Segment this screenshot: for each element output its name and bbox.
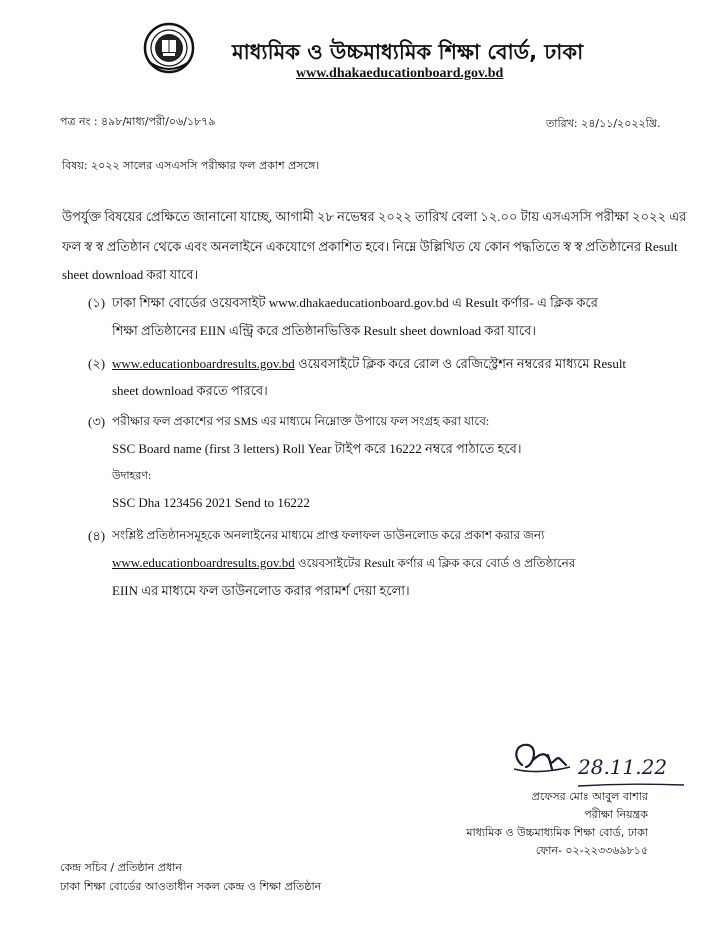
board-title: মাধ্যমিক ও উচ্চমাধ্যমিক শিক্ষা বোর্ড, ঢাকা <box>232 40 584 64</box>
results-website-link-2[interactable]: www.educationboardresults.gov.bd <box>112 555 295 570</box>
item-3-line-1: পরীক্ষার ফল প্রকাশের পর SMS এর মাধ্যমে নিম্নোক্ত উপায়ে ফল সংগ্রহ করা যাবে: <box>112 414 490 428</box>
handwritten-signature <box>508 735 578 785</box>
intro-line-2: ফল স্ব স্ব প্রতিষ্ঠান থেকে এবং অনলাইনে একযোগে প্রকাশিত হবে। নিম্নে উল্লিখিত যে কোন পদ্ধতিতে স্ব স্ব প্রতিষ্ঠানের Result <box>62 239 678 254</box>
board-logo-emblem <box>143 22 195 74</box>
sms-example: SSC Dha 123456 2021 Send to 16222 <box>112 495 310 510</box>
item-4-line-1: সংশ্লিষ্ট প্রতিষ্ঠানসমূহকে অনলাইনের মাধ্যমে প্রাপ্ত ফলাফল ডাউনলোড করে প্রকাশ করার জন্য <box>112 528 545 542</box>
item-2-line-1 <box>112 355 626 376</box>
recipient-line-2: ঢাকা শিক্ষা বোর্ডের আওতাধীন সকল কেন্দ্র ও শিক্ষা প্রতিষ্ঠান <box>60 880 322 893</box>
letter-subject: বিষয়: ২০২২ সালের এসএসসি পরীক্ষার ফল প্রকাশ প্রসঙ্গে। <box>62 159 320 172</box>
example-label: উদাহরণ: <box>112 470 152 482</box>
intro-line-1: উপর্যুক্ত বিষয়ের প্রেক্ষিতে জানানো যাচ্ছে, আগামী ২৮ নভেম্বর ২০২২ তারিখ বেলা ১২.০০ টায় এসএসসি পরীক্ষা ২০২২ এর <box>62 209 687 224</box>
reference-number: পত্র নং : ৪৯৮/মাধ্য/পরী/০৬/১৮৭৯ <box>60 115 216 128</box>
signatory-name: প্রফেসর মোঃ আবুল বাশার <box>531 790 648 803</box>
item-4-number: (৪) <box>88 528 106 543</box>
recipient-line-1: কেন্দ্র সচিব / প্রতিষ্ঠান প্রধান <box>60 861 182 874</box>
item-4-line-2 <box>112 555 575 575</box>
signatory-block <box>388 788 648 860</box>
item-4-line-3: EIIN এর মাধ্যমে ফল ডাউনলোড করার পরামর্শ দেয়া হলো। <box>112 583 410 598</box>
item-1-line-2: শিক্ষা প্রতিষ্ঠানের EIIN এন্ট্রি করে প্রতিষ্ঠানভিত্তিক Result sheet download করা যাবে। <box>112 323 537 338</box>
item-3-line-2: SSC Board name (first 3 letters) Roll Year টাইপ করে 16222 নম্বরে পাঠাতে হবে। <box>112 441 522 456</box>
item-2-number: (২) <box>88 356 106 371</box>
item-2-line-1-rest: ওয়েবসাইটে ক্লিক করে রোল ও রেজিস্ট্রেশন নম্বরের মাধ্যমে Result <box>294 356 627 371</box>
letter-date: তারিখ: ২৪/১১/২০২২খ্রি. <box>546 117 661 130</box>
item-1-line-1: ঢাকা শিক্ষা বোর্ডের ওয়েবসাইট www.dhakaeducationboard.gov.bd এ Result কর্ণার- এ ক্লিক করে <box>112 295 598 310</box>
item-2-line-2: sheet download করতে পারবে। <box>112 383 268 398</box>
signature-date: 28.11.22 <box>578 755 668 779</box>
board-website-link[interactable]: www.dhakaeducationboard.gov.bd <box>296 66 504 81</box>
signatory-phone: ফোন- ০২-২২৩৩৬৯৮১৫ <box>535 844 648 857</box>
signatory-designation: পরীক্ষা নিয়ন্ত্রক <box>584 808 648 821</box>
intro-line-3: sheet download করা যাবে। <box>62 267 199 282</box>
results-website-link[interactable]: www.educationboardresults.gov.bd <box>112 356 295 371</box>
item-1-number: (১) <box>88 295 106 310</box>
signatory-office: মাধ্যমিক ও উচ্চমাধ্যমিক শিক্ষা বোর্ড, ঢাকা <box>466 826 648 839</box>
item-4-line-2-rest: ওয়েবসাইটের Result কর্ণার এ ক্লিক করে বোর্ড ও প্রতিষ্ঠানের <box>294 556 576 570</box>
item-3-number: (৩) <box>88 414 106 429</box>
